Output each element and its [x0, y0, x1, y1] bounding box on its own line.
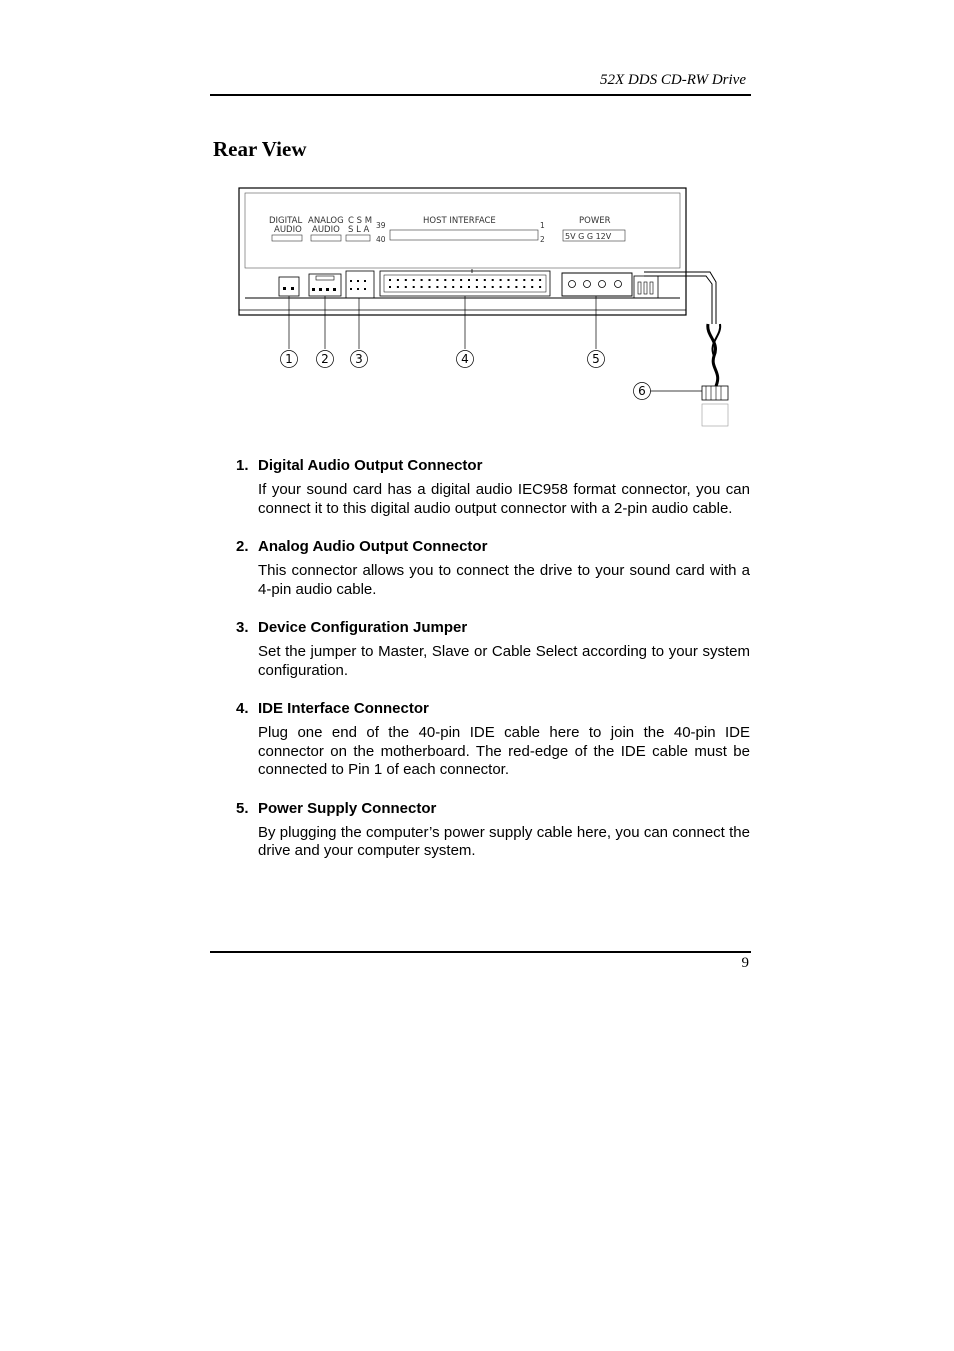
ide-pin	[539, 279, 541, 281]
item-number: 3.	[236, 619, 249, 636]
label-voltages: 5V G G 12V	[565, 232, 612, 241]
item-heading	[236, 799, 750, 818]
label-audio-1: AUDIO	[274, 225, 302, 235]
side-connector	[634, 276, 658, 298]
ide-pin	[515, 286, 517, 288]
label-pin-2: 2	[540, 235, 545, 244]
ide-pin	[452, 286, 454, 288]
digital-audio-connector	[279, 277, 299, 296]
list-item	[236, 699, 750, 780]
callout-label: 1	[285, 352, 293, 366]
ide-pin	[500, 286, 502, 288]
label-host-interface: HOST INTERFACE	[423, 216, 496, 226]
label-audio-2: AUDIO	[312, 225, 340, 235]
ide-pin	[531, 279, 533, 281]
ide-pin	[523, 279, 525, 281]
configuration-jumper	[346, 271, 374, 298]
ide-pin	[452, 279, 454, 281]
list-item	[236, 618, 750, 680]
item-heading	[236, 618, 750, 637]
connector-list	[236, 456, 750, 880]
item-heading	[236, 699, 750, 718]
label-sla: S L A	[348, 225, 370, 235]
item-description: If your sound card has a digital audio IEC958 format connector, you can connect it to this digital audio output connector with a 2-pin audio cable.	[258, 481, 750, 517]
ide-pin	[492, 279, 494, 281]
item-title: Power Supply Connector	[258, 799, 437, 817]
item-number: 2.	[236, 538, 249, 555]
item-title: IDE Interface Connector	[258, 700, 429, 717]
ide-pin	[484, 286, 486, 288]
ide-pin	[444, 279, 446, 281]
label-pin-40: 40	[376, 235, 386, 244]
ide-connector	[380, 269, 550, 296]
label-pin-1: 1	[540, 221, 545, 230]
ide-pin	[492, 286, 494, 288]
item-title: Digital Audio Output Connector	[258, 457, 483, 474]
power-connector	[562, 273, 632, 296]
list-item	[236, 799, 750, 861]
ide-pin	[421, 279, 423, 281]
ide-pin	[429, 279, 431, 281]
ide-pin	[397, 279, 399, 281]
cable-plug	[702, 386, 728, 426]
ide-pin	[429, 286, 431, 288]
callout-label: 3	[355, 352, 363, 366]
ide-pin	[436, 286, 438, 288]
ide-pin	[389, 279, 391, 281]
ide-pin	[500, 279, 502, 281]
item-title: Device Configuration Jumper	[258, 619, 468, 636]
item-heading	[236, 537, 750, 556]
ide-pin	[468, 279, 470, 281]
list-item	[236, 537, 750, 599]
ide-pin	[460, 279, 462, 281]
ide-pin	[397, 286, 399, 288]
ide-pin	[531, 286, 533, 288]
ide-pin	[389, 286, 391, 288]
ide-pin	[539, 286, 541, 288]
label-panel	[245, 193, 680, 268]
ide-pin	[476, 279, 478, 281]
ide-pin	[460, 286, 462, 288]
header-rule	[210, 94, 751, 96]
label-power: POWER	[579, 216, 611, 226]
running-header: 52X DDS CD-RW Drive	[600, 72, 746, 88]
callout-label: 6	[638, 384, 646, 398]
callout-label: 4	[461, 352, 469, 366]
cable	[644, 272, 720, 386]
ide-pin	[508, 279, 510, 281]
label-analog: ANALOG	[308, 216, 344, 226]
item-description: This connector allows you to connect the drive to your sound card with a 4-pin audio cable.	[258, 562, 750, 598]
footer-rule	[210, 951, 751, 953]
item-heading	[236, 456, 750, 475]
ide-pin	[413, 279, 415, 281]
ide-pin	[421, 286, 423, 288]
callout-label: 5	[592, 352, 600, 366]
list-item	[236, 456, 750, 518]
ide-pin	[476, 286, 478, 288]
section-title: Rear View	[213, 137, 307, 161]
ide-pin	[515, 279, 517, 281]
ide-pin	[444, 286, 446, 288]
ide-pin	[468, 286, 470, 288]
label-digital: DIGITAL	[269, 216, 303, 226]
item-number: 4.	[236, 700, 249, 717]
ide-pin	[484, 279, 486, 281]
item-title: Analog Audio Output Connector	[258, 538, 488, 555]
label-pin-39: 39	[376, 221, 386, 230]
ide-pin	[508, 286, 510, 288]
ide-pin	[405, 286, 407, 288]
analog-audio-connector	[309, 274, 341, 296]
ide-pin	[413, 286, 415, 288]
ide-pin	[405, 279, 407, 281]
item-description: By plugging the computer’s power supply cable here, you can connect the drive and your computer system.	[258, 823, 750, 859]
item-number: 1.	[236, 457, 249, 474]
ide-pin	[436, 279, 438, 281]
ide-pin	[523, 286, 525, 288]
item-description: Plug one end of the 40-pin IDE cable here to join the 40-pin IDE connector on the motherboard. The red-edge of the IDE cable must be connected to Pin 1 of each connector.	[258, 724, 750, 778]
item-description: Set the jumper to Master, Slave or Cable Select according to your system configuration.	[258, 643, 750, 679]
label-csm: C S M	[348, 216, 373, 226]
page-number: 9	[741, 955, 749, 971]
rear-view-diagram	[236, 186, 756, 432]
callout-label: 2	[321, 352, 329, 366]
item-number: 5.	[236, 799, 249, 817]
